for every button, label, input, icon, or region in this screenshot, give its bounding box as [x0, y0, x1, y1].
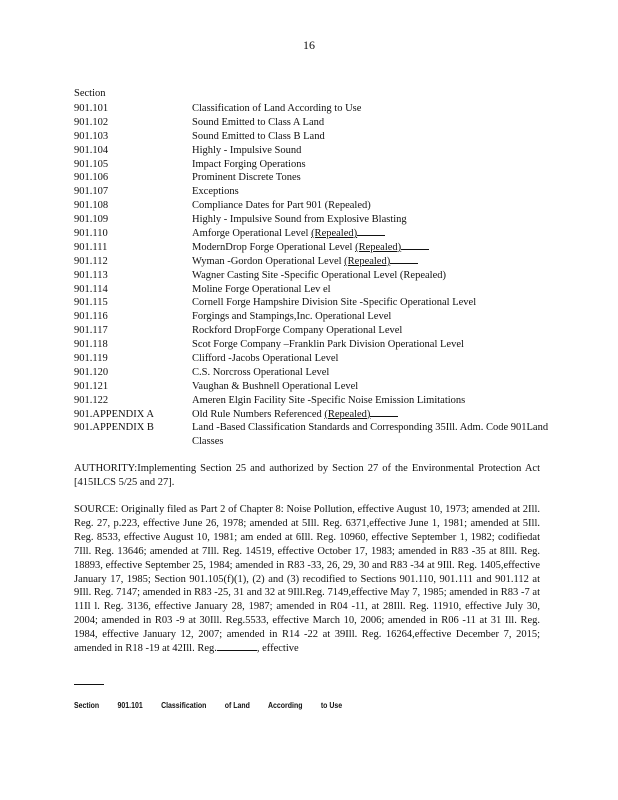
toc-section-title: [192, 296, 554, 310]
toc-row: [74, 158, 554, 172]
toc-row: [74, 366, 554, 380]
toc-section-title: [192, 171, 554, 185]
authority-note: [74, 462, 540, 490]
toc-section-title: [192, 227, 554, 241]
toc-repealed-note: (Repealed): [311, 228, 385, 239]
toc-title-text: Scot Forge Company –Franklin Park Division Operational Level: [192, 339, 464, 351]
toc-title-text: Ameren Elgin Facility Site -Specific Noise Emission Limitations: [192, 394, 466, 406]
toc-section-number: 901.121: [74, 380, 109, 392]
toc-row: [74, 130, 554, 144]
toc-row: [74, 144, 554, 158]
toc-title-text: Moline Forge Operational Lev el: [192, 283, 331, 295]
toc-section-title: [192, 158, 554, 172]
toc-title-text: Classification of Land According to Use: [192, 103, 362, 114]
toc-row: [74, 324, 554, 338]
toc-section-title: [192, 185, 554, 199]
toc-section-number: 901.119: [74, 353, 108, 365]
toc-section-title: [192, 130, 554, 144]
heading-title-4: to Use: [320, 700, 343, 710]
toc-row: [74, 296, 554, 310]
toc-row: [74, 338, 554, 352]
toc-title-text: Sound Emitted to Class B Land: [192, 130, 325, 142]
toc-section-title: [192, 269, 554, 283]
toc-section-number: 901.APPENDIX B: [74, 422, 154, 434]
toc-section-number: 901.106: [74, 172, 109, 184]
toc-section-number: 901.105: [74, 158, 109, 170]
heading-title-2: of Land: [224, 700, 250, 710]
toc-title-text: Prominent Discrete Tones: [192, 172, 301, 184]
toc-row: [74, 185, 554, 199]
toc-row: [74, 352, 554, 366]
source-note: [74, 503, 540, 656]
toc-section-number: 901.111: [74, 241, 108, 253]
toc-title-text: Highly - Impulsive Sound from Explosive Blasting: [192, 214, 407, 226]
toc-repealed-note: (Repealed): [324, 409, 398, 420]
toc-section-title: [192, 324, 554, 338]
toc-row: [74, 213, 554, 227]
toc-title-text: Clifford -Jacobs Operational Level: [192, 353, 339, 365]
toc-title-text: Wyman -Gordon Operational Level: [192, 255, 342, 267]
toc-section-title: [192, 352, 554, 366]
section-column-header: Section: [74, 88, 106, 99]
toc-row: [74, 269, 554, 283]
toc-repealed-note: (Repealed): [344, 256, 418, 267]
toc-section-title: [192, 102, 554, 116]
toc-section-number: 901.116: [74, 311, 108, 323]
toc-title-text: Sound Emitted to Class A Land: [192, 116, 325, 128]
bottom-section-heading: [74, 700, 359, 710]
toc-row: [74, 116, 554, 130]
heading-title-1: Classification: [161, 700, 207, 710]
toc-row: [74, 241, 554, 255]
toc-row: [74, 421, 554, 449]
toc-section-number: 901.110: [74, 228, 108, 240]
toc-row: [74, 310, 554, 324]
toc-section-title: [192, 366, 554, 380]
toc-section-title: [192, 338, 554, 352]
toc-title-text: Rockford DropForge Company Operational Level: [192, 325, 403, 337]
toc-section-title: [192, 116, 554, 130]
toc-section-number: 901.101: [74, 103, 109, 114]
toc-title-text: Vaughan & Bushnell Operational Level: [192, 380, 359, 392]
toc-row: [74, 199, 554, 213]
toc-title-text: Wagner Casting Site -Specific Operational Level (Repealed): [192, 269, 446, 281]
toc-title-text: Old Rule Numbers Referenced: [192, 408, 322, 420]
toc-section-number: 901.114: [74, 283, 108, 295]
toc-section-number: 901.APPENDIX A: [74, 408, 154, 420]
toc-section-number: 901.117: [74, 325, 108, 337]
toc-title-text: Cornell Forge Hampshire Division Site -Specific Operational Level: [192, 297, 477, 309]
toc-title-text: Exceptions: [192, 186, 239, 198]
toc-section-title: [192, 408, 554, 422]
toc-section-number: 901.108: [74, 200, 109, 212]
toc-section-title: [192, 421, 554, 449]
toc-row: [74, 394, 554, 408]
toc-row: [74, 255, 554, 269]
toc-title-text: Amforge Operational Level: [192, 228, 309, 240]
toc-section-title: [192, 199, 554, 213]
heading-label: Section: [74, 700, 100, 710]
toc-section-number: 901.107: [74, 186, 109, 198]
divider-rule: [74, 684, 104, 685]
toc-row: [74, 408, 554, 422]
toc-section-number: 901.122: [74, 394, 109, 406]
toc-title-text: Forgings and Stampings,Inc. Operational Level: [192, 311, 392, 323]
toc-row: [74, 380, 554, 394]
toc-section-number: 901.120: [74, 366, 109, 378]
toc-title-text: Highly - Impulsive Sound: [192, 144, 302, 156]
toc-section-title: [192, 380, 554, 394]
toc-section-number: 901.104: [74, 144, 109, 156]
toc-section-title: [192, 255, 554, 269]
toc-section-number: 901.115: [74, 297, 108, 309]
toc-title-text: ModernDrop Forge Operational Level: [192, 241, 353, 253]
authority-text: AUTHORITY:Implementing Section 25 and authorized by Section 27 of the Environmental Protection Act [415ILCS 5/25 and 27].: [74, 463, 540, 488]
page-number: 16: [303, 38, 315, 52]
table-of-contents: [74, 102, 554, 449]
toc-row: [74, 102, 554, 116]
blank-underline: [217, 650, 257, 651]
toc-section-number: 901.103: [74, 130, 109, 142]
heading-title-3: According: [268, 700, 303, 710]
toc-repealed-note: (Repealed): [355, 242, 429, 253]
toc-section-number: 901.118: [74, 339, 108, 351]
toc-section-number: 901.102: [74, 116, 109, 128]
toc-row: [74, 283, 554, 297]
toc-section-number: 901.113: [74, 269, 108, 281]
toc-title-text: Land -Based Classification Standards and Corresponding 35Ill. Adm. Code 901Land Classes: [192, 422, 549, 448]
toc-section-number: 901.109: [74, 214, 109, 226]
heading-number: 901.101: [117, 700, 143, 710]
toc-section-title: [192, 213, 554, 227]
toc-row: [74, 171, 554, 185]
toc-section-title: [192, 241, 554, 255]
toc-title-text: Compliance Dates for Part 901 (Repealed): [192, 200, 371, 212]
toc-title-text: Impact Forging Operations: [192, 158, 306, 170]
toc-section-title: [192, 394, 554, 408]
toc-section-title: [192, 310, 554, 324]
source-text: SOURCE: Originally filed as Part 2 of Chapter 8: Noise Pollution, effective August 10, 1973; amended at 2Ill. Reg. 27, p.223, effective June 26, 1978; amended at 5Ill. Reg. 6371,effective June 1, 1981; amended at 5Ill. Reg. 8533, effective August 10, 1981; am ended at 6Ill. Reg. 10960, effective September 1, 1982; codifiedat 7Ill. Reg. 13646; amended at 7Ill. Reg. 14519, effective October 17, 1983; amended in R83 -35 at 8Ill. Reg. 18893, effective September 25, 1984; amended in R83 -33, 26, 29, 30 and R83 -34 at 9Ill. Reg. 1405,effective January 17, 1985; Section 901.105(f)(1), (2) and (3) recodified to Sections 901.110, 901.111 and 901.112 at 9Ill. Reg. 7147; amended in R83 -25, 31 and 32 at 9Ill.Reg. 7149,effective May 7, 1985; amended in R83 -7 at 11Il l. Reg. 3136, effective January 28, 1987; amended in R04 -11, at 28Ill. Reg. 11910, effective July 30, 2004; amended in R03 -9 at 30Ill. Reg.5533, effective March 10, 2006; amended in R06 -11 at 31 Ill. Reg. 1984, effective January 12, 2007; amended in R14 -22 at 39Ill. Reg. 16264,effective December 7, 2015; amended in R18 -19 at 42Ill. Reg.: [74, 504, 540, 655]
toc-section-number: 901.112: [74, 255, 108, 267]
toc-section-title: [192, 144, 554, 158]
toc-section-title: [192, 283, 554, 297]
toc-title-text: C.S. Norcross Operational Level: [192, 366, 330, 378]
source-tail: , effective: [256, 643, 299, 655]
toc-row: [74, 227, 554, 241]
